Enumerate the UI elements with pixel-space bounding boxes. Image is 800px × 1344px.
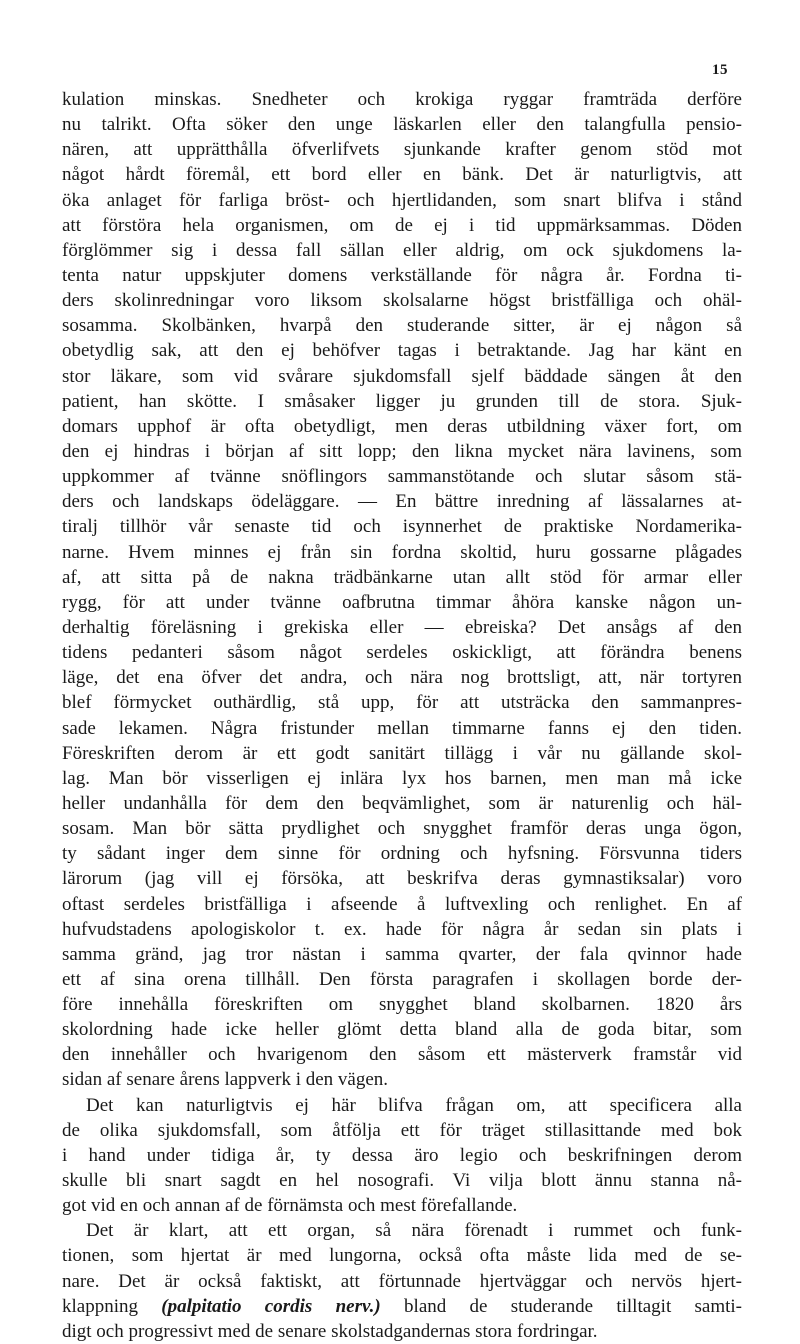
text-fragment: klappning	[62, 1295, 138, 1317]
latin-term: (palpitatio cordis nerv.)	[161, 1295, 381, 1317]
text-line: obetydlig sak, att den ej behöfver tagas i betraktande. Jag har känt en	[62, 340, 742, 362]
body-text	[62, 87, 742, 1344]
text-line: ders och landskaps ödeläggare. — En bättre inredning af lässalarnes at-	[62, 491, 742, 513]
text-line: nären, att upprätthålla öfverlifvets sjunkande krafter genom stöd mot	[62, 139, 742, 161]
text-line: nu talrikt. Ofta söker den unge läskarlen eller den talangfulla pensio-	[62, 114, 742, 136]
text-line: oftast serdeles bristfälliga i afseende å luftvexling och renlighet. En af	[62, 893, 742, 915]
text-line: tiralj tillhör vår senaste tid och isynnerhet de praktiske Nordamerika-	[62, 516, 742, 538]
text-line: ders skolinredningar voro liksom skolsalarne högst bristfälliga och ohäl-	[62, 290, 742, 312]
text-line: Det är klart, att ett organ, så nära förenadt i rummet och funk-	[86, 1220, 742, 1242]
text-line: skolordning hade icke heller glömt detta bland alla de goda bitar, som	[62, 1019, 742, 1041]
text-line: kulation minskas. Snedheter och krokiga ryggar framträda derföre	[62, 89, 742, 110]
text-line: ty sådant inger dem sinne för ordning och hyfsning. Försvunna tiders	[62, 843, 742, 865]
text-line: af, att sitta på de nakna trädbänkarne utan allt stöd för armar eller	[62, 566, 742, 588]
text-line: sade lekamen. Några fristunder mellan timmarne fanns ej den tiden.	[62, 717, 742, 739]
text-line: något hårdt föremål, ett bord eller en bänk. Det är naturligtvis, att	[62, 164, 742, 186]
text-line: lag. Man bör visserligen ej inlära lyx hos barnen, men man må icke	[62, 767, 742, 789]
text-line: före innehålla föreskriften om snygghet bland skolbarnen. 1820 års	[62, 994, 742, 1016]
text-line: den innehåller och hvarigenom den såsom ett mästerverk framstår vid	[62, 1044, 742, 1066]
text-line: patient, han skötte. I småsaker ligger ju grunden till de stora. Sjuk-	[62, 390, 742, 412]
text-line: ett af sina orena tillhåll. Den första paragrafen i skollagen borde der-	[62, 968, 742, 990]
page-number: 15	[712, 62, 728, 78]
text-line: digt och progressivt med de senare skolstadgandernas stora fordringar.	[62, 1320, 598, 1342]
paragraph-3	[62, 1218, 742, 1344]
text-line: läge, det ena öfver det andra, och nära nog brottsligt, att, när tortyren	[62, 667, 742, 689]
text-line: Föreskriften derom är ett godt sanitärt tillägg i vår nu gällande skol-	[62, 742, 742, 764]
text-line: tidens pedanteri såsom något serdeles oskickligt, att förändra benens	[62, 642, 742, 664]
paragraph-2	[62, 1093, 742, 1219]
text-line: sosam. Man bör sätta prydlighet och snygghet framför deras unga ögon,	[62, 818, 742, 840]
text-line: blef förmycket outhärdlig, stå upp, för att utsträcka den sammanpres-	[62, 692, 742, 714]
text-line-with-latin	[62, 1294, 742, 1319]
text-line: hufvudstadens apologiskolor t. ex. hade för några år sedan sin plats i	[62, 918, 742, 940]
text-line: got vid en och annan af de förnämsta och mest förefallande.	[62, 1195, 518, 1217]
text-line: tionen, som hjertat är med lungorna, också ofta måste lida med de se-	[62, 1245, 742, 1267]
text-fragment: bland de studerande tilltagit samti-	[404, 1295, 742, 1317]
text-line: sosamma. Skolbänken, hvarpå den studerande sitter, är ej någon så	[62, 315, 742, 337]
text-line: de olika sjukdomsfall, som åtfölja ett för träget stillasittande med bok	[62, 1119, 742, 1141]
text-line: tenta natur uppskjuter domens verkställande för några år. Fordna ti-	[62, 264, 742, 286]
text-line: derhaltig föreläsning i grekiska eller — ebreiska? Det ansågs af den	[62, 616, 742, 638]
text-line: öka anlaget för farliga bröst- och hjertlidanden, som snart blifva i stånd	[62, 189, 742, 211]
text-line: sidan af senare årens lappverk i den vägen.	[62, 1069, 389, 1091]
text-line: rygg, för att under tvänne oafbrutna timmar åhöra kanske någon un-	[62, 591, 742, 613]
text-line: lärorum (jag vill ej försöka, att beskrifva deras gymnastiksalar) voro	[62, 868, 742, 890]
paragraph-1	[62, 87, 742, 1093]
text-line: förglömmer sig i dessa fall sällan eller aldrig, om ock sjukdomens la-	[62, 239, 742, 261]
text-line: heller undanhålla för dem den beqvämlighet, som är naturenlig och häl-	[62, 792, 742, 814]
text-line: Det kan naturligtvis ej här blifva frågan om, att specificera alla	[86, 1094, 742, 1116]
text-line: nare. Det är också faktiskt, att förtunnade hjertväggar och nervös hjert-	[62, 1270, 742, 1292]
text-line: samma gränd, jag tror nästan i samma qvarter, der fala qvinnor hade	[62, 943, 742, 965]
text-line: skulle bli snart sagdt en hel nosografi. Vi vilja blott ännu stanna nå-	[62, 1170, 742, 1192]
text-line: att förstöra hela organismen, om de ej i tid uppmärksammas. Döden	[62, 214, 742, 236]
text-line: uppkommer af tvänne snöflingors sammanstötande och slutar såsom stä-	[62, 466, 742, 488]
text-line: stor läkare, som vid svårare sjukdomsfall sjelf bäddade sängen åt den	[62, 365, 742, 387]
text-line: domars upphof är ofta obetydligt, men deras utbildning växer fort, om	[62, 415, 742, 437]
text-line: i hand under tidiga år, ty dessa äro legio och beskrifningen derom	[62, 1144, 742, 1166]
text-line: narne. Hvem minnes ej från sin fordna skoltid, huru gossarne plågades	[62, 541, 742, 563]
text-line: den ej hindras i början af sitt lopp; den likna mycket nära lavinens, som	[62, 440, 742, 462]
